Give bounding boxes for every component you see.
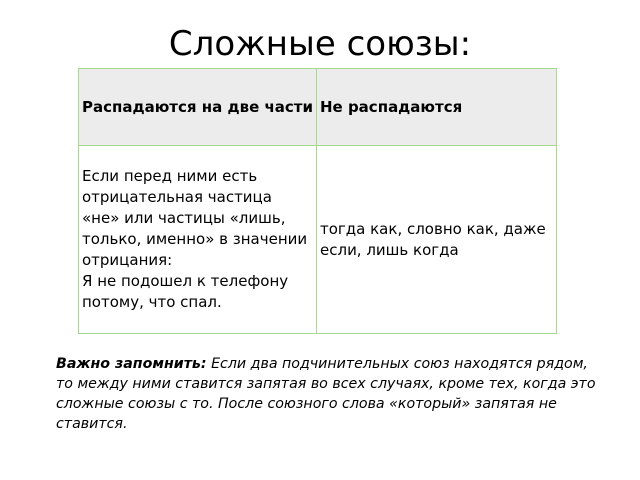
splitting-example-text: Я не подошел к телефону потому, что спал. (82, 272, 289, 311)
table-header-row (79, 69, 557, 146)
header-nonsplitting: Не распадаются (317, 69, 557, 146)
cell-nonsplitting: тогда как, словно как, даже если, лишь когда (317, 146, 557, 334)
cell-splitting (79, 146, 317, 334)
splitting-rule-text: Если перед ними есть отрицательная частица «не» или частицы «лишь, только, именно» в значении отрицания: (82, 167, 308, 269)
important-note (56, 354, 606, 434)
slide-title: Сложные союзы: (168, 24, 472, 64)
conjunctions-table (78, 68, 557, 334)
note-label: Важно запомнить: (56, 356, 207, 372)
header-splitting: Распадаются на две части (79, 69, 317, 146)
note-text: Если два подчинительных союз находятся рядом, то между ними ставится запятая во всех случаях, кроме тех, когда это сложные союзы с то. После союзного слова «который» запятая не ставится. (56, 356, 596, 432)
table-row (79, 146, 557, 334)
